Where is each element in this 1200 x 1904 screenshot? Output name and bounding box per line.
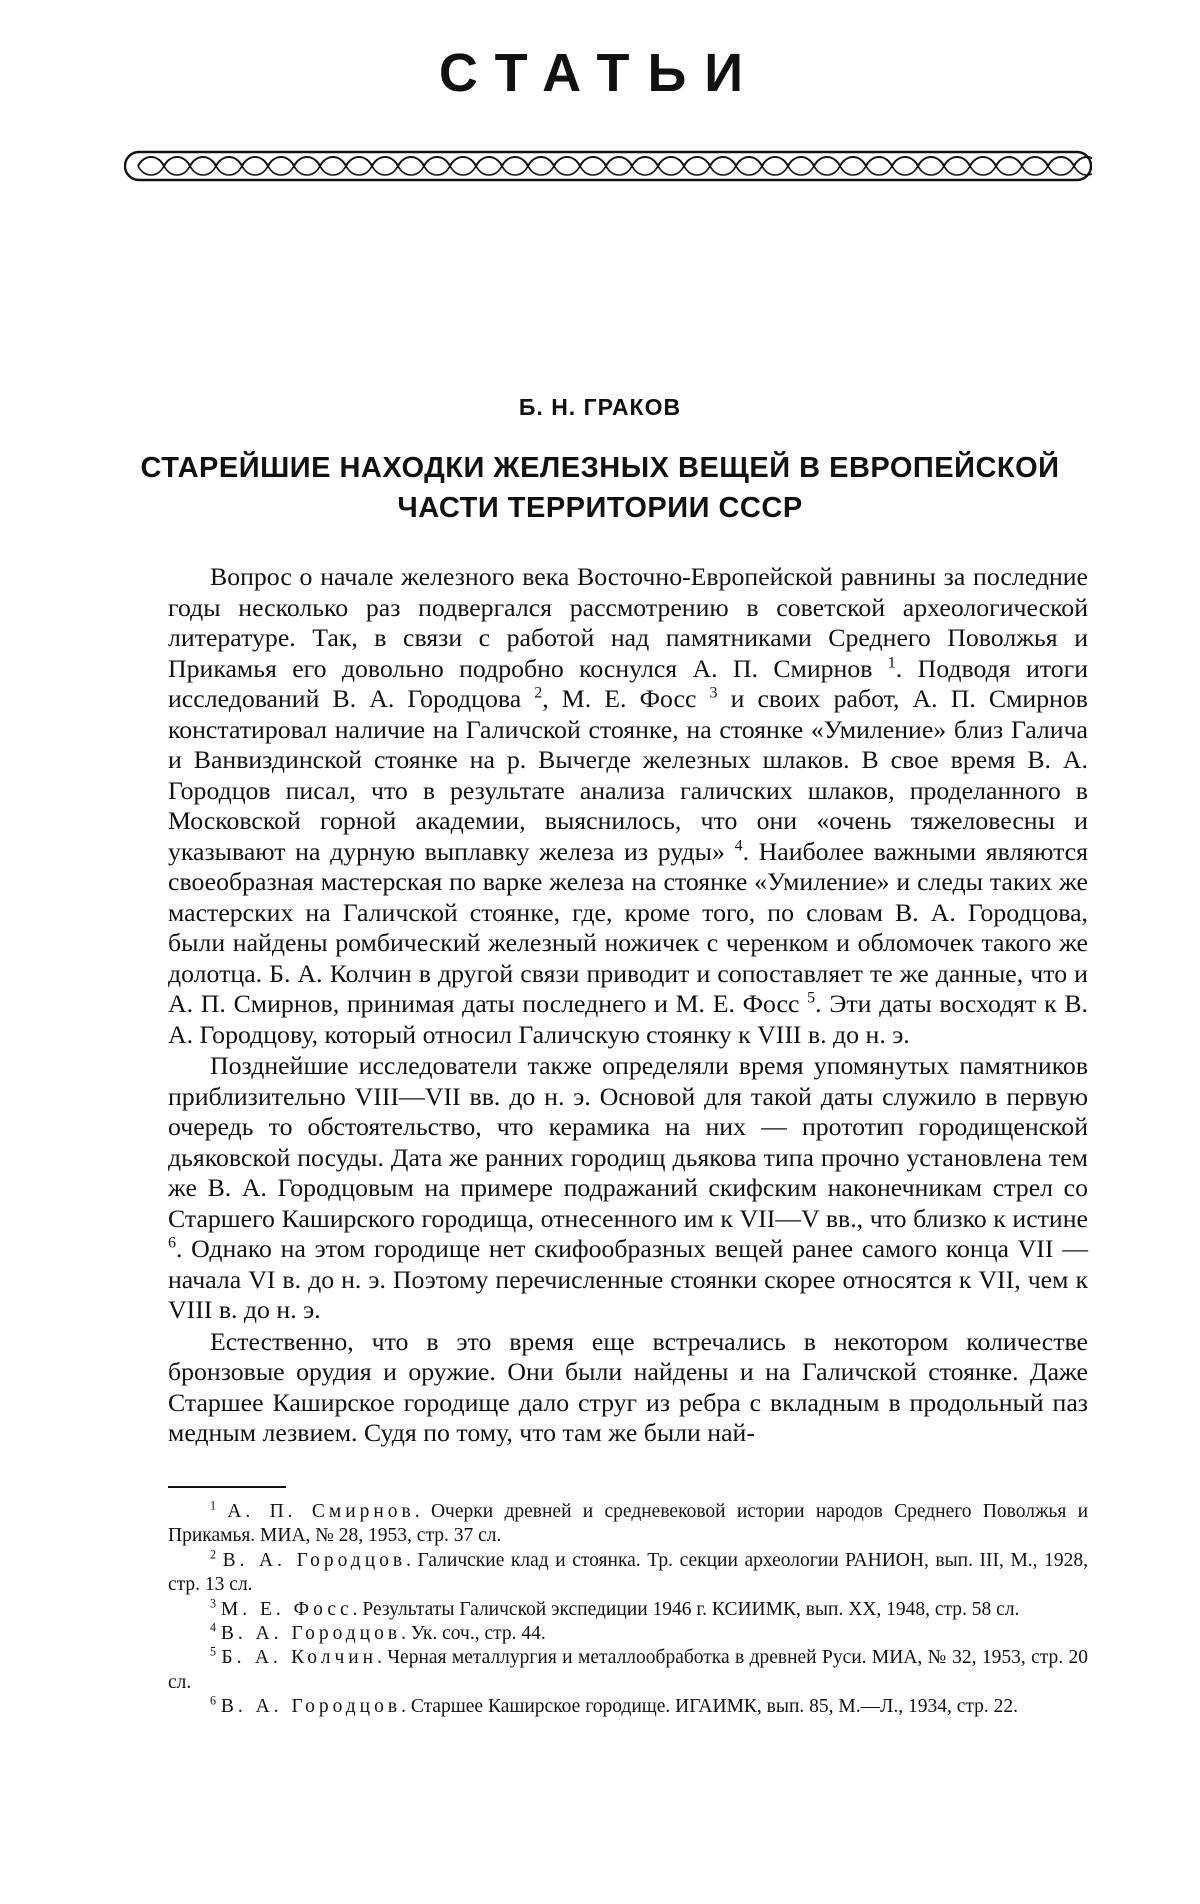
- footnote-text: . Старшее Каширское городище. ИГАИМК, вып. 85, М.—Л., 1934, стр. 22.: [401, 1696, 1019, 1718]
- footnote-item: [168, 1500, 1088, 1549]
- footnote-ref[interactable]: 6: [168, 1234, 176, 1252]
- footnote-item: [168, 1695, 1088, 1719]
- footnote-item: [168, 1549, 1088, 1598]
- paragraph-text: . Наиболее важными являются своеобразная мастерская по варке железа на стоянке «Умиление» и следы таких же мастерских на Галичской стоянке, где, кроме того, по словам В. А. Городцова, были найдены ромбический железный ножичек с черенком и обломочек такого же долотца. Б. А. Колчин в другой связи приводит и сопоставляет те же данные, что и А. П. Смирнов, принимая даты последнего и М. Е. Фосс: [168, 836, 1088, 1018]
- paragraph-text: . Подводя итоги исследований В. А. Городцова: [168, 653, 1088, 713]
- footnote-ref[interactable]: 4: [734, 836, 743, 854]
- ornamental-divider: [124, 150, 1092, 182]
- body-paragraph: [168, 1327, 1088, 1449]
- footnote-item: [168, 1598, 1088, 1622]
- paragraph-text: , М. Е. Фосс: [542, 684, 710, 713]
- paragraph-text: Вопрос о начале железного века Восточно-Европейской равнины за последние годы несколько раз подвергался рассмотрению в советской археологической литературе. Так, в связи с работой над памятниками Среднего Поволжья и Прикамья его довольно подробно коснулся А. П. Смирнов: [168, 562, 1088, 683]
- footnote-text: . Ук. соч., стр. 44.: [401, 1623, 546, 1645]
- footnote-item: [168, 1646, 1088, 1695]
- body-paragraph: [168, 562, 1088, 1050]
- footnote-author: А. П. Смирнов: [227, 1501, 415, 1522]
- footnote-author: В. А. Городцов: [222, 1549, 407, 1571]
- body-paragraph: [168, 1051, 1088, 1326]
- author-name: Б. Н. ГРАКОВ: [518, 394, 682, 420]
- footnote-ref[interactable]: 2: [534, 684, 543, 702]
- footnote-author: Б. А. Колчин: [221, 1647, 378, 1669]
- footnote-author: М. Е. Фосс: [220, 1598, 353, 1620]
- footnote-number: 4: [210, 1620, 217, 1635]
- title-line-1: СТАРЕЙШИЕ НАХОДКИ ЖЕЛЕЗНЫХ ВЕЩЕЙ В ЕВРОПЕЙСКОЙ: [140, 452, 1060, 484]
- footnote-text: . Галичские клад и стоянка. Тр. секции археологии РАНИОН, вып. III, М., 1928, стр. 13 сл.: [168, 1549, 1088, 1596]
- footnote-text: . Черная металлургия и металлообработка в древней Руси. МИА, № 32, 1953, стр. 20 сл.: [168, 1647, 1089, 1693]
- paragraph-text: . Эти даты восходят к В. А. Городцову, который относил Галичскую стоянку к VIII в. до н. э.: [168, 989, 1088, 1049]
- footnote-ref[interactable]: 3: [709, 684, 718, 702]
- footnote-text: . Результаты Галичской экспедиции 1946 г. КСИИМК, вып. XX, 1948, стр. 58 сл.: [352, 1598, 1020, 1620]
- footnote-text: . Очерки древней и средневековой истории народов Среднего Поволжья и Прикамья. МИА, № 28, 1953, стр. 37 сл.: [168, 1501, 1089, 1547]
- section-heading: СТАТЬИ: [438, 43, 762, 103]
- footnote-ref[interactable]: 5: [807, 989, 816, 1007]
- footnote-number: 6: [210, 1693, 217, 1708]
- title-line-2: ЧАСТИ ТЕРРИТОРИИ СССР: [397, 492, 803, 524]
- footnote-number: 3: [210, 1596, 217, 1611]
- paragraph-text: Позднейшие исследователи также определяли время упомянутых памятников приблизительно VIII—VII вв. до н. э. Основой для такой даты служило в первую очередь то обстоятельство, что керамика на них — прототип городищенской дьяковской посуды. Дата же ранних городищ дьякова типа прочно установлена тем же В. А. Городцовым на примере подражаний скифским наконечникам стрел со Старшего Каширского городища, отнесенного им к VII—V вв., что близко к истине: [168, 1051, 1088, 1233]
- paragraph-text: и своих работ, А. П. Смирнов констатировал наличие на Галичской стоянке, на стоянке «Умиление» близ Галича и Ванвиздинской стоянке на р. Вычегде железных шлаков. В свое время В. А. Городцов писал, что в результате анализа галичских шлаков, проделанного в Московской горной академии, выяснилось, что они «очень тяжеловесны и указывают на дурную выплавку железа из руды»: [168, 684, 1088, 866]
- footnote-item: [168, 1622, 1088, 1646]
- article-body: [168, 562, 1088, 1449]
- paragraph-text: . Однако на этом городище нет скифообразных вещей ранее самого конца VII — начала VI в. до н. э. Поэтому перечисленные стоянки скорее относятся к VII, чем к VIII в. до н. э.: [168, 1234, 1088, 1324]
- footnote-author: В. А. Городцов: [220, 1696, 402, 1718]
- footnote-separator: [168, 1486, 286, 1488]
- footnote-author: В. А. Городцов: [220, 1623, 402, 1645]
- paragraph-text: Естественно, что в это время еще встречались в некотором количестве бронзовые орудия и оружие. Они были найдены и на Галичской стоянке. Даже Старшее Каширское городище дало струг из ребра с вкладным в продольный паз медным лезвием. Судя по тому, что там же были най-: [168, 1326, 1088, 1447]
- footnotes: [168, 1500, 1088, 1720]
- footnote-number: 1: [210, 1498, 217, 1513]
- footnote-ref[interactable]: 1: [887, 653, 896, 671]
- footnote-number: 5: [210, 1644, 217, 1659]
- article-title: [140, 448, 1060, 528]
- footnote-number: 2: [210, 1547, 217, 1562]
